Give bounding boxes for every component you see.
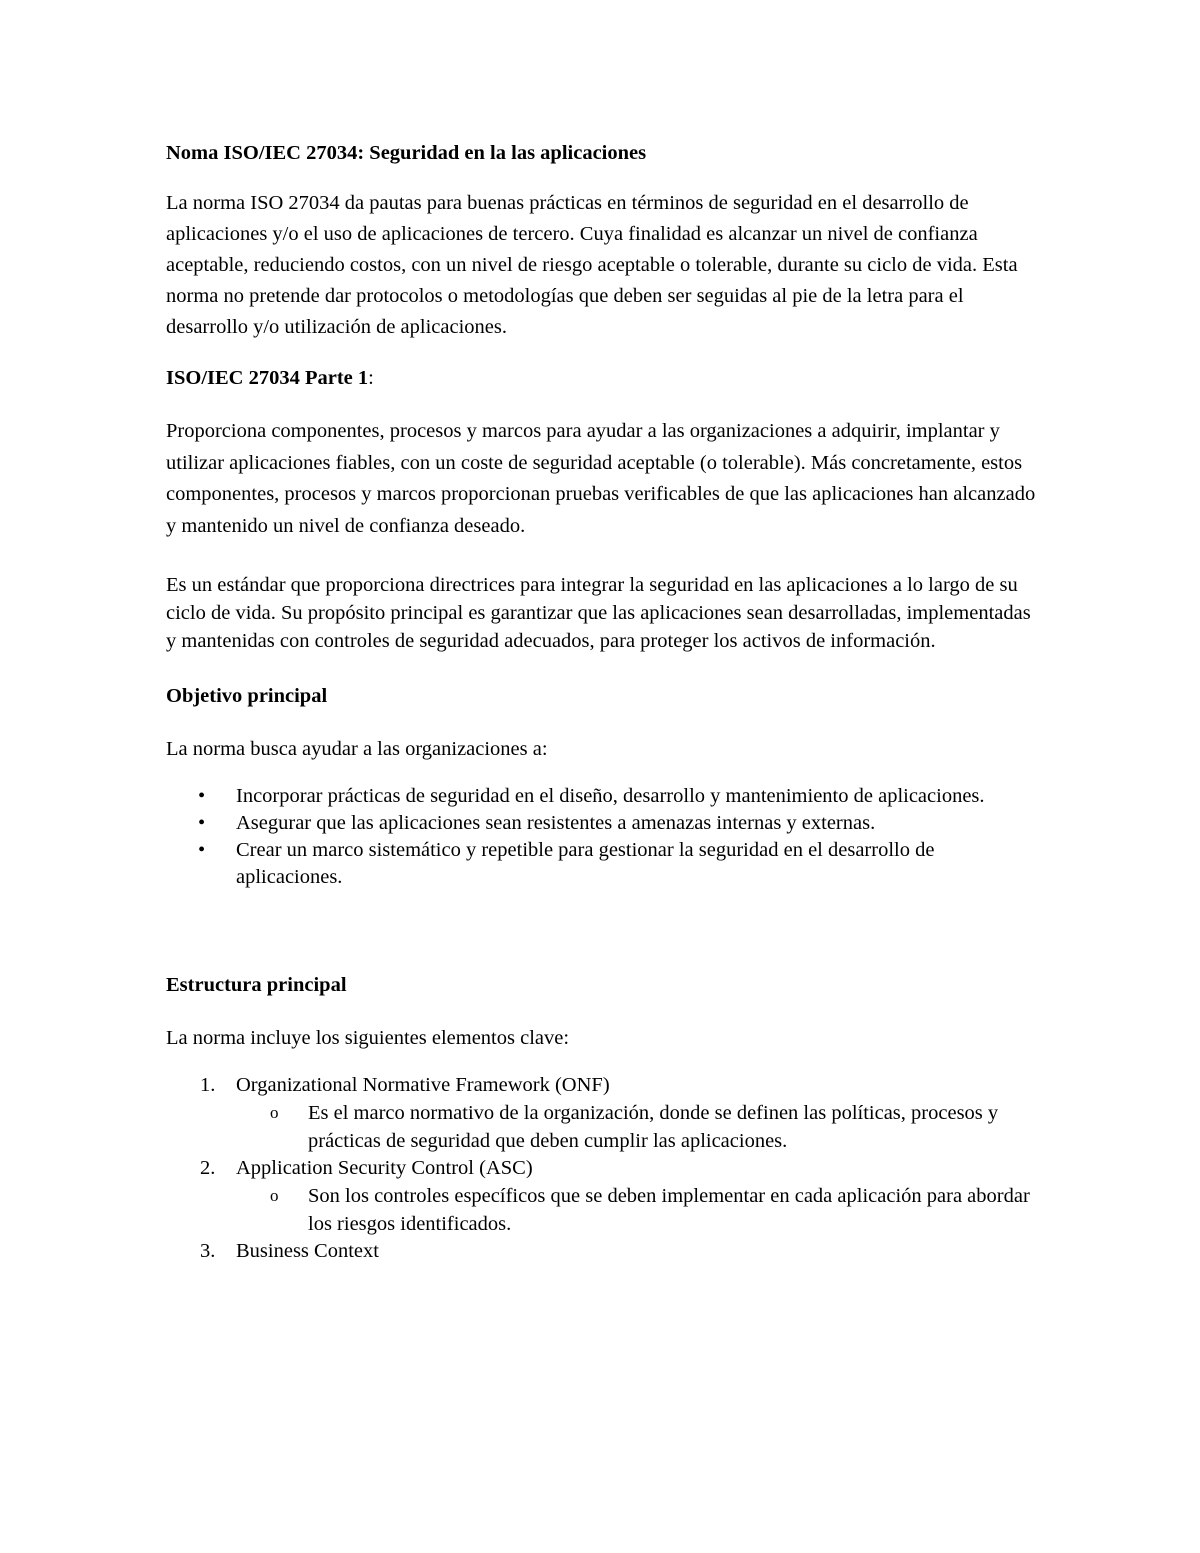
document-title: Noma ISO/IEC 27034: Seguridad en la las aplicaciones bbox=[166, 142, 647, 164]
list-item bbox=[166, 1155, 1036, 1238]
list-item-text: Incorporar prácticas de seguridad en el diseño, desarrollo y mantenimiento de aplicaciones. bbox=[236, 785, 985, 807]
list-item-text: Crear un marco sistemático y repetible para gestionar la seguridad en el desarrollo de aplicaciones. bbox=[236, 839, 935, 888]
circle-bullet-icon: o bbox=[270, 1186, 279, 1205]
bullet-icon: • bbox=[198, 812, 206, 834]
document-page bbox=[166, 138, 1036, 1265]
sub-list-item-text: Son los controles específicos que se deben implementar en cada aplicación para abordar los riesgos identificados. bbox=[308, 1185, 1030, 1235]
list-item bbox=[166, 1238, 1036, 1265]
part1-heading bbox=[166, 363, 1036, 394]
sub-list-item-text: Es el marco normativo de la organización, donde se definen las políticas, procesos y prácticas de seguridad que deben cumplir las aplicaciones. bbox=[308, 1102, 999, 1152]
structure-heading: Estructura principal bbox=[166, 974, 347, 996]
list-item bbox=[166, 837, 1036, 891]
part1-paragraph-2: Es un estándar que proporciona directrices para integrar la seguridad en las aplicaciones a lo largo de su ciclo de vida. Su propósito principal es garantizar que las aplicaciones sean desarrolladas, implementadas y mantenidas con controles de seguridad adecuados, para proteger los activos de información. bbox=[166, 574, 1031, 652]
list-item bbox=[166, 810, 1036, 837]
sub-list-item bbox=[236, 1099, 1036, 1155]
list-item bbox=[166, 1072, 1036, 1155]
list-item-label: Business Context bbox=[236, 1240, 379, 1262]
bullet-icon: • bbox=[198, 785, 206, 807]
structure-list bbox=[166, 1072, 1036, 1265]
objective-list bbox=[166, 783, 1036, 891]
part1-paragraph-1: Proporciona componentes, procesos y marcos para ayudar a las organizaciones a adquirir, implantar y utilizar aplicaciones fiables, con un coste de seguridad aceptable (o tolerable). Más concretamente, estos componentes, procesos y marcos proporcionan pruebas verificables de que las aplicaciones han alcanzado y mantenido un nivel de confianza deseado. bbox=[166, 420, 1036, 537]
intro-paragraph: La norma ISO 27034 da pautas para buenas prácticas en términos de seguridad en el desarrollo de aplicaciones y/o el uso de aplicaciones de tercero. Cuya finalidad es alcanzar un nivel de confianza aceptable, reduciendo costos, con un nivel de riesgo aceptable o tolerable, durante su ciclo de vida. Esta norma no pretende dar protocolos o metodologías que deben ser seguidas al pie de la letra para el desarrollo y/o utilización de aplicaciones. bbox=[166, 192, 1018, 338]
sub-list-item bbox=[236, 1182, 1036, 1238]
list-item bbox=[166, 783, 1036, 810]
sub-list bbox=[236, 1182, 1036, 1238]
section-spacer bbox=[166, 891, 1036, 970]
list-item-label: Organizational Normative Framework (ONF) bbox=[236, 1074, 610, 1096]
objective-heading: Objetivo principal bbox=[166, 685, 328, 707]
bullet-icon: • bbox=[198, 839, 206, 861]
sub-list bbox=[236, 1099, 1036, 1155]
objective-lead: La norma busca ayudar a las organizaciones a: bbox=[166, 738, 548, 760]
list-item-text: Asegurar que las aplicaciones sean resistentes a amenazas internas y externas. bbox=[236, 812, 876, 834]
list-item-label: Application Security Control (ASC) bbox=[236, 1157, 533, 1179]
list-number: 2. bbox=[200, 1157, 216, 1179]
list-number: 1. bbox=[200, 1074, 216, 1096]
part1-heading-colon: : bbox=[368, 367, 374, 389]
structure-lead: La norma incluye los siguientes elementos clave: bbox=[166, 1027, 570, 1049]
part1-heading-text: ISO/IEC 27034 Parte 1 bbox=[166, 367, 369, 389]
list-number: 3. bbox=[200, 1240, 216, 1262]
circle-bullet-icon: o bbox=[270, 1103, 279, 1122]
